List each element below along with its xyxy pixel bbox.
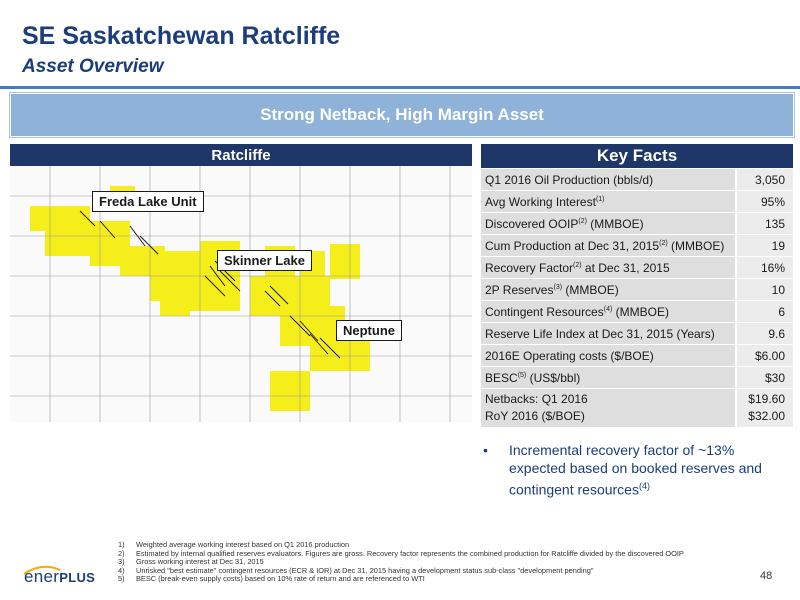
fact-footnote-ref: (3): [553, 283, 563, 291]
fact-value: 9.6: [736, 323, 793, 345]
page-subtitle: Asset Overview: [22, 56, 164, 77]
netbacks-value-cell: [736, 389, 793, 428]
fact-footnote-ref: (2): [573, 261, 582, 269]
footnotes: [118, 541, 738, 584]
key-facts-header: [481, 144, 793, 168]
fact-label-suffix: (US$/bbl): [526, 370, 581, 385]
footnote-number: 4): [118, 565, 125, 575]
fact-label-cell: [481, 169, 736, 191]
fact-footnote-ref: (5): [517, 371, 527, 379]
fact-label: Reserve Life Index at Dec 31, 2015 (Years): [485, 326, 715, 341]
footnote-text: Gross working interest at Dec 31, 2015: [136, 557, 264, 567]
netbacks-label-cell: [481, 389, 736, 428]
callout-neptune: Neptune: [336, 320, 402, 341]
table-row: [481, 345, 793, 367]
table-row: [481, 323, 793, 345]
bullet-dot: •: [483, 442, 488, 458]
headline-banner: [10, 93, 794, 137]
table-row: [481, 279, 793, 301]
table-row: [481, 257, 793, 279]
fact-value: 6: [736, 301, 793, 323]
fact-label-suffix: (MMBOE): [612, 304, 669, 319]
table-row: [481, 169, 793, 191]
bullet-footnote-ref: (4): [638, 481, 650, 491]
fact-label: Discovered OOIP: [485, 216, 579, 231]
fact-label: BESC: [485, 370, 518, 385]
map-grid-lines: [10, 166, 472, 422]
fact-label-suffix: (MMBOE): [562, 282, 619, 297]
fact-label: Cum Production at Dec 31, 2015: [485, 238, 660, 253]
table-row: [481, 301, 793, 323]
footnote-number: 1): [118, 540, 125, 549]
netbacks-value-line2: $32.00: [748, 409, 785, 423]
fact-value: $30: [736, 367, 793, 389]
table-row: [481, 213, 793, 235]
fact-label: Avg Working Interest: [485, 194, 596, 209]
fact-value: 135: [736, 213, 793, 235]
fact-label: 2P Reserves: [485, 282, 554, 297]
footnote-text: Unrisked "best estimate" contingent resources (ECR & IOR) at Dec 31, 2015 having a development status sub-class "development pending": [136, 565, 594, 575]
table-row: [481, 235, 793, 257]
banner-text: Strong Netback, High Margin Asset: [260, 105, 544, 124]
logo-text-ener: ener: [24, 567, 60, 586]
title-divider: [0, 86, 800, 89]
fact-label-cell: [481, 323, 736, 345]
fact-value: 3,050: [736, 169, 793, 191]
fact-footnote-ref: (1): [595, 195, 605, 203]
fact-footnote-ref: (2): [659, 239, 668, 247]
fact-value: 16%: [736, 257, 793, 279]
fact-label: Recovery Factor: [485, 260, 574, 275]
fact-label-cell: [481, 191, 736, 213]
fact-label-cell: [481, 235, 736, 257]
footnote-text: BESC (break-even supply costs) based on 10% rate of return and are referenced to WTI: [136, 574, 425, 584]
fact-label-suffix: (MMBOE): [667, 238, 725, 253]
bullet-text: Incremental recovery factor of ~13% expected based on booked reserves and contingent resources: [509, 442, 762, 498]
fact-label-cell: [481, 213, 736, 235]
footnote-item: [118, 575, 738, 584]
fact-label-cell: [481, 301, 736, 323]
callout-freda-lake-unit: Freda Lake Unit: [92, 191, 204, 212]
table-row: [481, 367, 793, 389]
fact-value: $6.00: [736, 345, 793, 367]
footnote-text: Estimated by internal qualified reserves evaluators. Figures are gross. Recovery factor represents the combined production for Ratcliffe divided by the discovered OOIP: [136, 548, 684, 558]
enerplus-logo: [24, 567, 95, 587]
page-number: 48: [760, 570, 773, 582]
fact-value: 10: [736, 279, 793, 301]
netbacks-value-line1: $19.60: [748, 392, 785, 406]
key-facts-header-label: Key Facts: [596, 146, 678, 165]
fact-label-cell: [481, 279, 736, 301]
logo-text-plus: PLUS: [59, 570, 96, 585]
key-facts-body: [481, 169, 793, 389]
table-row: [481, 191, 793, 213]
table-row: [481, 389, 793, 428]
footnote-text: Weighted average working interest based on Q1 2016 production: [136, 540, 350, 549]
fact-footnote-ref: (2): [578, 217, 587, 225]
fact-label: Contingent Resources: [485, 304, 604, 319]
fact-label: Q1 2016 Oil Production (bbls/d): [485, 172, 654, 187]
map-header: [10, 144, 472, 166]
fact-footnote-ref: (4): [603, 305, 613, 313]
bullet-text-block: [509, 441, 783, 499]
fact-label-suffix: (MMBOE): [586, 216, 644, 231]
map-graphic: [10, 166, 472, 422]
fact-label-cell: [481, 367, 736, 389]
fact-label-cell: [481, 257, 736, 279]
fact-value: 19: [736, 235, 793, 257]
fact-label: 2016E Operating costs ($/BOE): [485, 348, 654, 363]
netbacks-label-line2: RoY 2016 ($/BOE): [485, 409, 585, 423]
fact-label-suffix: at Dec 31, 2015: [581, 260, 670, 275]
footnote-number: 2): [118, 548, 125, 558]
callout-skinner-lake: Skinner Lake: [217, 250, 312, 271]
fact-value: 95%: [736, 191, 793, 213]
netbacks-label-line1: Netbacks: Q1 2016: [485, 392, 588, 406]
map-header-label: Ratcliffe: [211, 146, 271, 164]
fact-label-cell: [481, 345, 736, 367]
footnote-number: 5): [118, 574, 125, 584]
page-title: SE Saskatchewan Ratcliffe: [22, 22, 341, 50]
footnote-number: 3): [118, 557, 125, 567]
key-facts-table: [481, 169, 793, 428]
ratcliffe-map: [10, 166, 472, 422]
